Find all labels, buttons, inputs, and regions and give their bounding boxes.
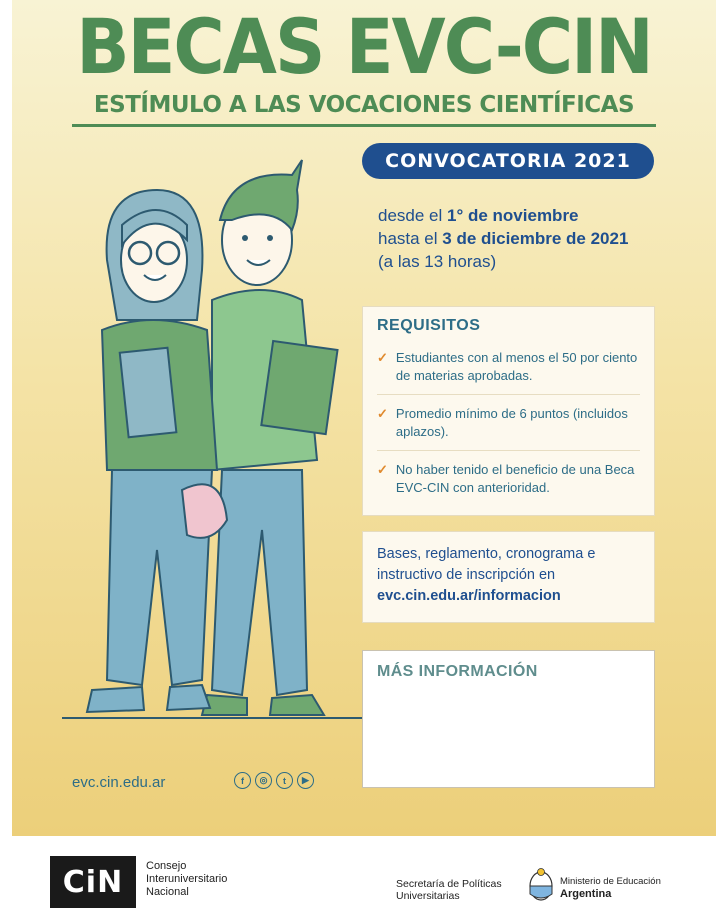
instagram-icon[interactable]: ◎ <box>255 772 272 789</box>
social-icons <box>234 772 314 789</box>
bases-box <box>362 531 655 623</box>
students-illustration <box>62 150 362 730</box>
twitter-icon[interactable]: t <box>276 772 293 789</box>
info-link[interactable]: evc.cin.edu.ar/informacion <box>377 588 561 604</box>
list-item: ✓ No haber tenido el beneficio de una Beca EVC-CIN con anterioridad. <box>377 462 635 495</box>
convocatoria-badge: CONVOCATORIA 2021 <box>362 143 654 179</box>
checkmark-icon: ✓ <box>377 406 388 421</box>
checkmark-icon: ✓ <box>377 350 388 365</box>
mas-informacion-title: MÁS INFORMACIÓN <box>377 663 538 680</box>
mas-informacion-box <box>362 650 655 788</box>
poster-title: BECAS EVC-CIN <box>76 2 652 92</box>
date-time: (a las 13 horas) <box>378 252 497 271</box>
ministerio-name: Ministerio de Educación Argentina <box>560 876 661 900</box>
youtube-icon[interactable]: ▶ <box>297 772 314 789</box>
poster <box>12 0 716 836</box>
poster-subtitle: ESTÍMULO A LAS VOCACIONES CIENTÍFICAS <box>72 92 656 127</box>
website-link[interactable]: evc.cin.edu.ar <box>72 774 166 791</box>
dates-block <box>378 204 628 273</box>
escudo-icon <box>528 868 554 902</box>
cin-name: Consejo Interuniversitario Nacional <box>146 860 228 898</box>
checkmark-icon: ✓ <box>377 462 388 477</box>
requisitos-title: REQUISITOS <box>377 317 481 334</box>
cin-logo: CiN <box>50 856 136 908</box>
spu-name: Secretaría de Políticas Universitarias <box>396 878 502 902</box>
requisitos-box <box>362 306 655 516</box>
facebook-icon[interactable]: f <box>234 772 251 789</box>
date-start: desde el 1° de noviembre <box>378 206 579 225</box>
date-end: hasta el 3 de diciembre de 2021 <box>378 229 629 248</box>
list-item: ✓ Estudiantes con al menos el 50 por ciento de materias aprobadas. <box>377 349 640 395</box>
bases-text: Bases, reglamento, cronograma e instructivo de inscripción en <box>377 546 596 583</box>
footer-logos <box>0 836 728 910</box>
boy-figure <box>202 160 338 715</box>
girl-figure <box>87 190 227 712</box>
list-item: ✓ Promedio mínimo de 6 puntos (incluidos aplazos). <box>377 405 640 451</box>
